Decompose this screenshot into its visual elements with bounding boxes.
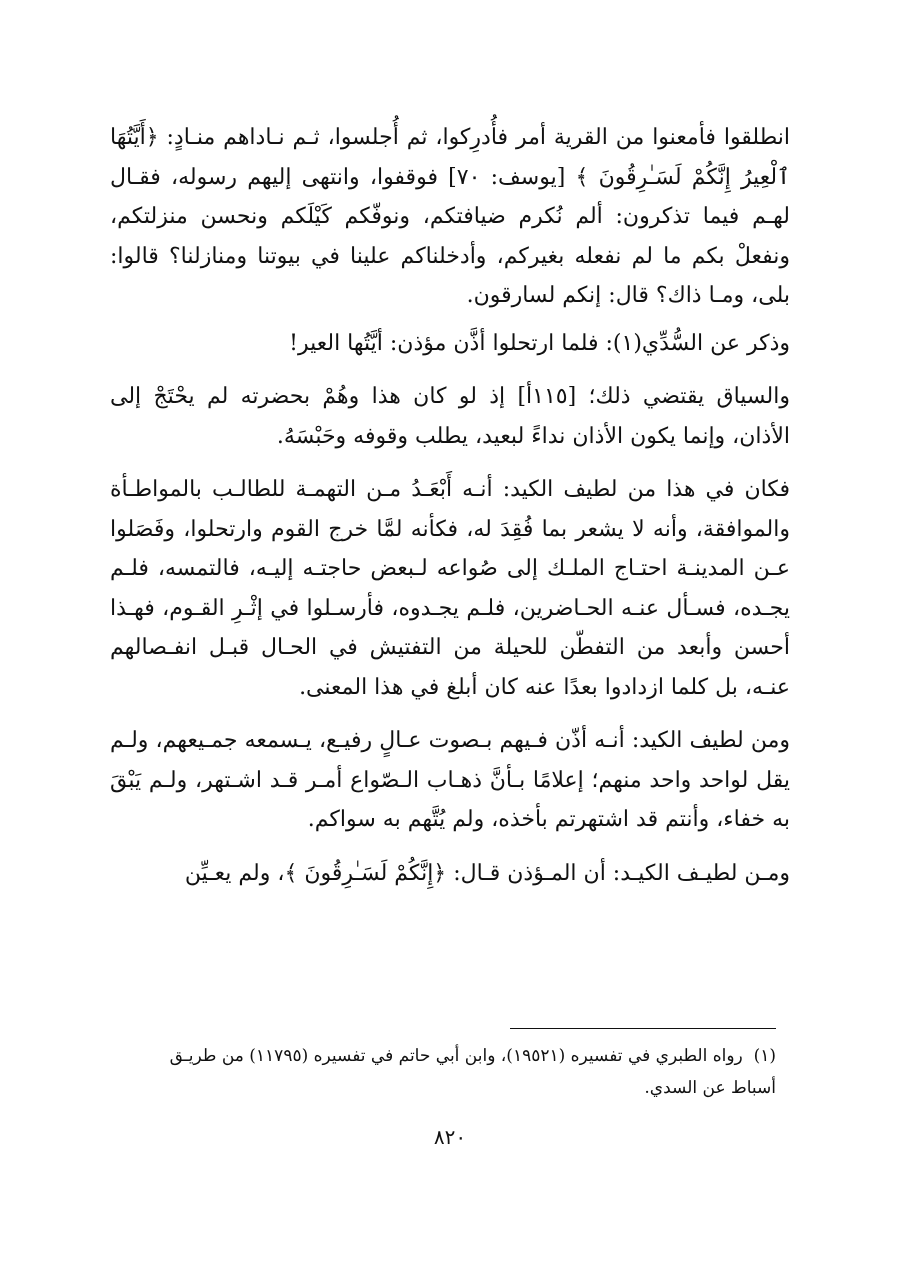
footnote-line-2 <box>112 1072 776 1104</box>
paragraph-4: فكان في هذا من لطيف الكيد: أنـه أَبْعَـدُ مـن التهمـة للطالـب بالمواطـأة والموافقة، وأنه لا يشعر بما فُقِدَ له، فكأنه لمَّا خرج القوم وارتحلوا، وفَصَلوا عـن المدينـة احتـاج الملـك إلى صُواعه لـبعض حاجتـه إليـه، فالتمسه، فلـم يجـده، فسـأل عنـه الحـاضرين، فلـم يجـدوه، فأرسـلوا في إثْـرِ القـوم، فهـذا أحسن وأبعد من التفطّن للحيلة من التفتيش في الحـال قبـل انفـصالهم عنـه، بل كلما ازدادوا بعدًا عنه كان أبلغ في هذا المعنى. <box>110 477 790 700</box>
paragraph-3: والسياق يقتضي ذلك؛ [١١٥أ] إذ لو كان هذا وهُمْ بحضرته لم يحْتَجْ إلى الأذان، وإنما يكون الأذان نداءً لبعيد، يطلب وقوفه وحَبْسَهُ. <box>110 384 790 449</box>
page-body <box>110 118 790 907</box>
footnotes <box>112 1040 776 1104</box>
paragraph-6: ومـن لطيـف الكيـد: أن المـؤذن قـال: ﴿إِنَّكُمْ لَسَـٰرِقُونَ ﴾، ولم يعـيِّن <box>184 860 790 886</box>
paragraph-1: انطلقوا فأمعنوا من القرية أمر فأُدرِكوا، ثم أُجلسوا، ثـم نـاداهم منـادٍ: ﴿أَيَّتُهَا ٱلْعِيرُ إِنَّكُمْ لَسَـٰرِقُونَ ﴾ [يوسف: ٧٠] فوقفوا، وانتهى إليهم رسوله، فقـال لهـم فيما تذكرون: ألم نُكرم ضيافتكم، ونوفّكم كَيْلَكم ونحسن منزلتكم، ونفعلْ بكم ما لم نفعله بغيركم، وأدخلناكم علينا في بيوتنا ومنازلنا؟ قالوا: بلى، ومـا ذاك؟ قال: إنكم لسارقون. <box>110 125 791 308</box>
footnote-1 <box>112 1040 776 1104</box>
paragraph-2: وذكر عن السُّدِّي(١): فلما ارتحلوا أذَّن مؤذن: أيَّتُها العير! <box>289 330 790 356</box>
paragraph-5: ومن لطيف الكيد: أنـه أذّن فـيهم بـصوت عـالٍ رفيـع، يـسمعه جمـيعهم، ولـم يقل لواحد واحد منهم؛ إعلامًا بـأنَّ ذهـاب الـصّواع أمـر قـد اشـتهر، ولـم يَبْقَ به خفاء، وأنتم قد اشتهرتم بأخذه، ولم يُتَّهم به سواكم. <box>110 728 790 832</box>
footnote-text-1: رواه الطبري في تفسيره (١٩٥٢١)، وابن أبي حاتم في تفسيره (١١٧٩٥) من طريـق <box>169 1046 743 1066</box>
footnote-divider <box>510 1028 776 1029</box>
page-number: ٨٢٠ <box>433 1125 467 1149</box>
footnote-number: (١) <box>753 1046 776 1066</box>
footnote-text-2: أسباط عن السدي. <box>644 1078 776 1098</box>
footnote-line-1 <box>112 1040 776 1072</box>
